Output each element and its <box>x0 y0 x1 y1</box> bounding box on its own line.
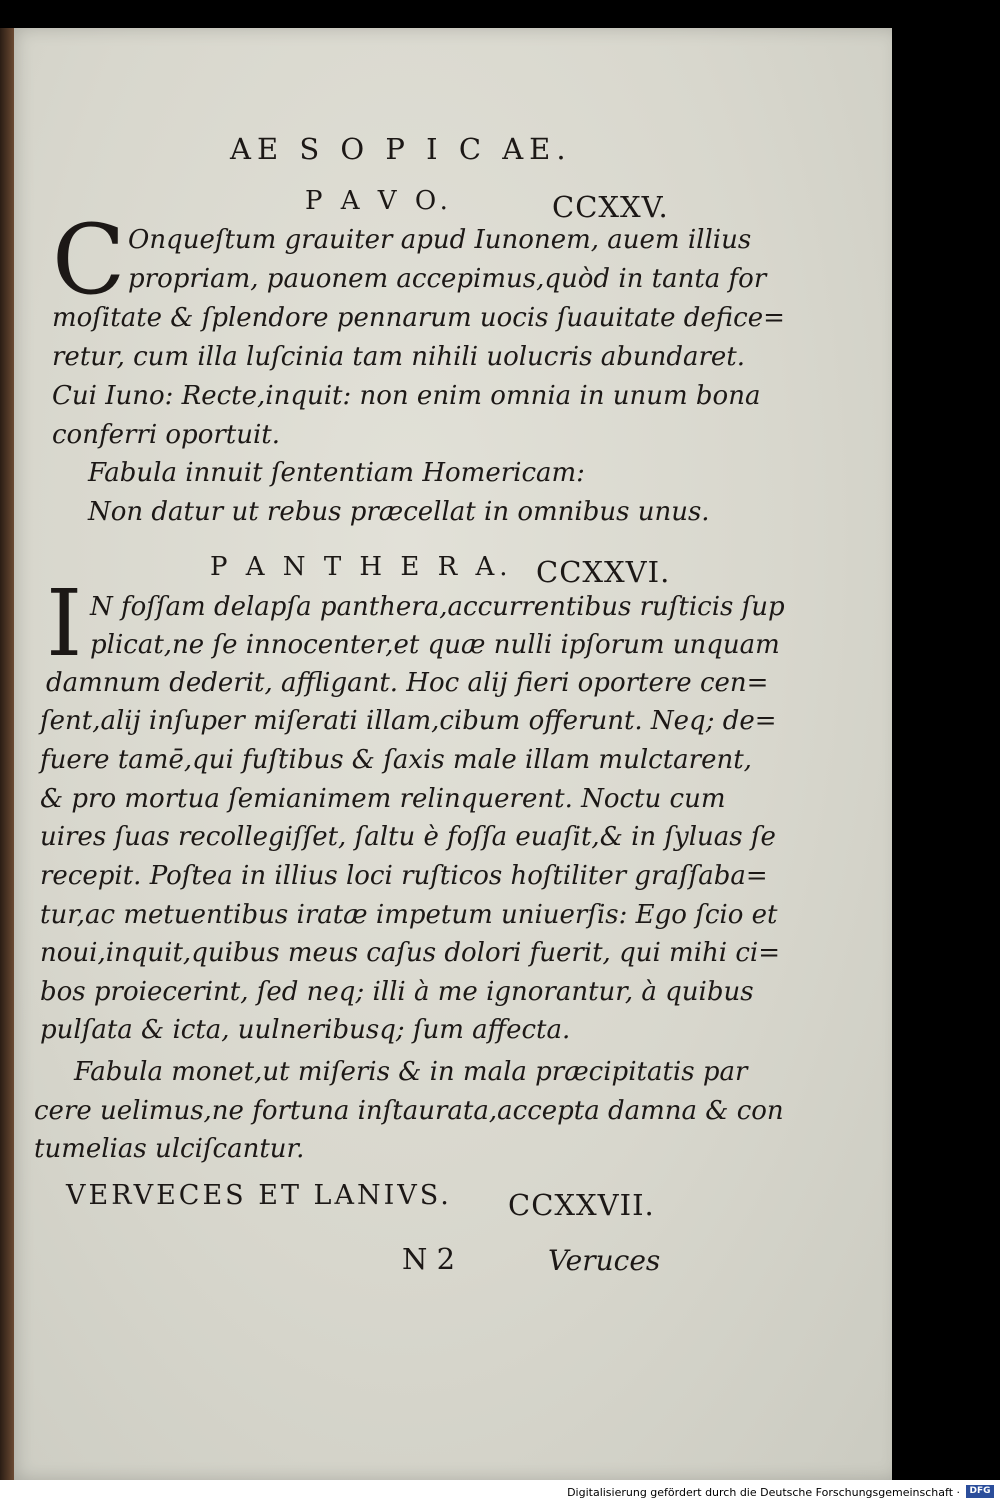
text-line: damnum dederit, affligant. Hoc alij fieri oportere cen= <box>46 668 769 698</box>
text-line: ſent,alij inſuper miſerati illam,cibum offerunt. Neq; de= <box>40 706 777 736</box>
footer-text: Digitalisierung gefördert durch die Deutsche Forschungsgemeinschaft · <box>567 1486 960 1499</box>
text-line: propriam, pauonem accepimus,quòd in tanta for <box>128 264 767 294</box>
text-line: Onqueſtum grauiter apud Iunonem, auem illius <box>128 225 752 255</box>
text-line: pulſata & icta, uulneribusq; ſum affecta. <box>40 1015 571 1045</box>
running-head: AE S O P I C AE. <box>230 132 572 166</box>
text-line: plicat,ne ſe innocenter,et quæ nulli ipſorum unquam <box>90 630 780 660</box>
fable-title: P A V O. <box>305 186 453 216</box>
fable-number: CCXXV. <box>552 190 669 224</box>
book-spine <box>0 28 14 1480</box>
text-line: N foſſam delapſa panthera,accurrentibus ruſticis ſup <box>90 592 785 622</box>
signature-mark: N 2 <box>402 1242 456 1276</box>
moral-line: Fabula innuit ſententiam Homericam: <box>88 458 585 488</box>
text-line: Cui Iuno: Recte,inquit: non enim omnia in unum bona <box>52 381 761 411</box>
text-line: tur,ac metuentibus iratæ impetum uniuerſis: Ego ſcio et <box>40 900 778 930</box>
fable-number: CCXXVI. <box>536 555 671 589</box>
text-line: noui,inquit,quibus meus caſus dolori fuerit, qui mihi ci= <box>40 938 781 968</box>
digitization-footer <box>0 1480 1000 1504</box>
fable-number: CCXXVII. <box>508 1188 655 1222</box>
text-line: recepit. Poſtea in illius loci ruſticos hoſtiliter graſſaba= <box>40 861 768 891</box>
text-line: moſitate & ſplendore pennarum uocis ſuauitate defice= <box>52 303 785 333</box>
text-line: conferri oportuit. <box>52 420 281 450</box>
text-line: bos proiecerint, ſed neq; illi à me ignorantur, à quibus <box>40 977 754 1007</box>
text-line: & pro mortua ſemianimem relinquerent. Noctu cum <box>40 784 726 814</box>
dfg-logo: DFG <box>966 1485 994 1498</box>
catchword: Veruces <box>548 1244 661 1277</box>
moral-line: tumelias ulciſcantur. <box>34 1134 305 1164</box>
drop-initial: I <box>46 570 83 677</box>
fable-title: VERVECES ET LANIVS. <box>66 1180 452 1211</box>
moral-line: Non datur ut rebus præcellat in omnibus unus. <box>88 497 710 527</box>
fable-title: P A N T H E R A. <box>210 552 513 582</box>
text-line: uires ſuas recollegiſſet, ſaltu è foſſa euaſit,& in ſyluas ſe <box>40 822 776 852</box>
moral-line: cere uelimus,ne fortuna inſtaurata,accepta damna & con <box>34 1096 784 1126</box>
text-line: retur, cum illa luſcinia tam nihili uolucris abundaret. <box>52 342 745 372</box>
moral-line: Fabula monet,ut miſeris & in mala præcipitatis par <box>74 1057 748 1087</box>
drop-initial: C <box>52 204 126 316</box>
text-line: fuere tamē,qui fuſtibus & ſaxis male illam mulctarent, <box>40 745 752 775</box>
